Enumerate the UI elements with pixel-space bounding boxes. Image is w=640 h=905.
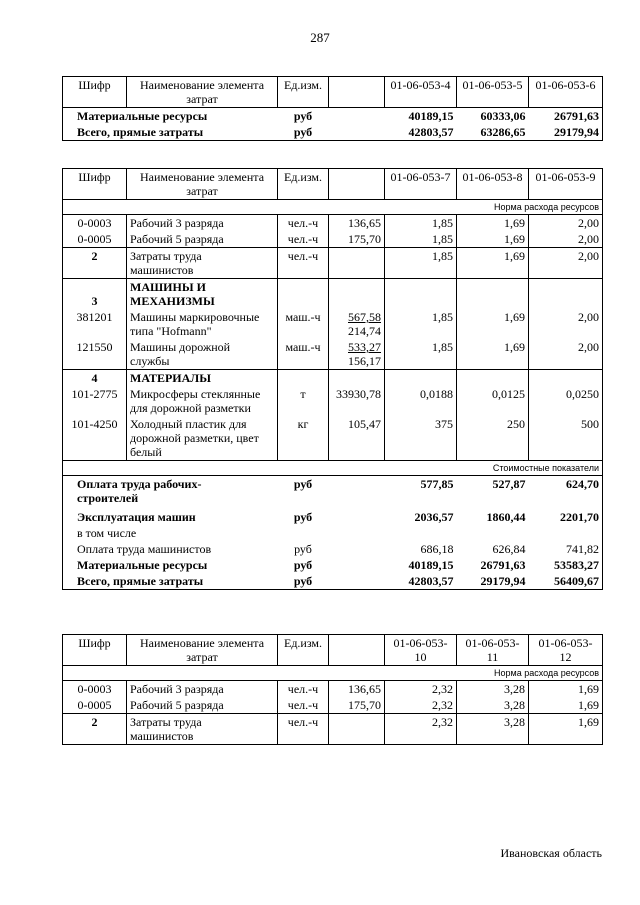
cost-label-row bbox=[63, 461, 603, 476]
row-code: 0-0005 bbox=[63, 697, 127, 714]
header-col-2: 01-06-053-5 bbox=[457, 77, 529, 108]
row-value: 375 bbox=[385, 416, 457, 461]
row-value: 29179,94 bbox=[529, 124, 603, 141]
row-value: 1,85 bbox=[385, 215, 457, 232]
summary-value: 2201,70 bbox=[529, 506, 603, 525]
row-value: 3,28 bbox=[457, 714, 529, 745]
summary-value: 42803,57 bbox=[385, 573, 457, 590]
summary-row bbox=[63, 573, 603, 590]
row-unit: маш.-ч bbox=[278, 339, 329, 370]
row-value: 2,00 bbox=[529, 309, 603, 339]
row-value: 1,69 bbox=[457, 309, 529, 339]
header-col-1: 01-06-053-4 bbox=[385, 77, 457, 108]
row-code: 121550 bbox=[63, 339, 127, 370]
row-value: 0,0188 bbox=[385, 386, 457, 416]
row-price: 175,70 bbox=[329, 231, 385, 248]
row-code: 101-2775 bbox=[63, 386, 127, 416]
header-col-1: 01-06-053- 10 bbox=[385, 635, 457, 666]
row-value: 0,0125 bbox=[457, 386, 529, 416]
footer-region: Ивановская область bbox=[500, 846, 602, 860]
row-value: 1,69 bbox=[529, 681, 603, 698]
row-value: 2,00 bbox=[529, 339, 603, 370]
summary-name: Всего, прямые затраты bbox=[63, 573, 278, 590]
header-price bbox=[329, 635, 385, 666]
row-value: 26791,63 bbox=[529, 108, 603, 125]
row-code: 381201 bbox=[63, 309, 127, 339]
row-code: 0-0005 bbox=[63, 231, 127, 248]
row-unit: чел.-ч bbox=[278, 231, 329, 248]
table-row bbox=[63, 416, 603, 461]
row-name: Холодный пластик для дорожной разметки, цвет белый bbox=[127, 416, 278, 461]
row-unit: т bbox=[278, 386, 329, 416]
summary-value: 686,18 bbox=[420, 542, 454, 556]
row-name: Рабочий 5 разряда bbox=[127, 231, 278, 248]
summary-value: 40189,15 bbox=[408, 558, 454, 572]
summary-name: Материальные ресурсы bbox=[63, 557, 278, 573]
row-unit: чел.-ч bbox=[278, 681, 329, 698]
row-name: Затраты труда машинистов bbox=[127, 714, 278, 745]
header-col-3: 01-06-053- 12 bbox=[529, 635, 603, 666]
header-col-2: 01-06-053-8 bbox=[457, 169, 529, 200]
table-row bbox=[63, 108, 603, 125]
summary-value: 527,87 bbox=[492, 477, 526, 491]
norm-label-row bbox=[63, 666, 603, 681]
table-row bbox=[63, 714, 603, 745]
norm-label: Норма расхода ресурсов bbox=[63, 666, 603, 681]
header-name: Наименование элемента затрат bbox=[127, 169, 278, 200]
summary-unit: руб bbox=[278, 573, 329, 590]
row-price: 175,70 bbox=[329, 697, 385, 714]
row-value: 2,32 bbox=[385, 681, 457, 698]
section-code: 4 bbox=[63, 370, 127, 387]
summary-value: 741,82 bbox=[529, 541, 603, 557]
row-code: 2 bbox=[63, 248, 127, 279]
row-name: Рабочий 3 разряда bbox=[127, 681, 278, 698]
summary-row bbox=[63, 557, 603, 573]
row-value: 500 bbox=[529, 416, 603, 461]
summary-value: 626,84 bbox=[492, 542, 526, 556]
summary-row bbox=[63, 525, 603, 541]
row-price: 533,27 156,17 bbox=[329, 339, 385, 370]
row-value: 1,69 bbox=[457, 339, 529, 370]
table-row bbox=[63, 697, 603, 714]
header-col-1: 01-06-053-7 bbox=[385, 169, 457, 200]
header-col-3: 01-06-053-9 bbox=[529, 169, 603, 200]
row-value: 1,69 bbox=[457, 248, 529, 279]
row-name: Машины маркировочные типа "Hofmann" bbox=[127, 309, 278, 339]
table-row bbox=[63, 386, 603, 416]
resource-table-3 bbox=[62, 634, 603, 745]
summary-value: 26791,63 bbox=[480, 558, 526, 572]
row-value: 1,85 bbox=[385, 309, 457, 339]
summary-name: Оплата труда машинистов bbox=[63, 541, 278, 557]
summary-unit: руб bbox=[293, 558, 313, 572]
page-number: 287 bbox=[310, 30, 330, 45]
row-value: 3,28 bbox=[457, 681, 529, 698]
row-name: Рабочий 3 разряда bbox=[127, 215, 278, 232]
row-value: 1,85 bbox=[385, 248, 457, 279]
norm-label: Норма расхода ресурсов bbox=[63, 200, 603, 215]
row-value: 1,69 bbox=[457, 215, 529, 232]
section-header-row bbox=[63, 370, 603, 387]
section-title: МАТЕРИАЛЫ bbox=[127, 370, 278, 387]
row-unit: маш.-ч bbox=[278, 309, 329, 339]
row-value: 2,32 bbox=[385, 697, 457, 714]
summary-unit: руб bbox=[293, 477, 313, 491]
table-row bbox=[63, 124, 603, 141]
row-name: Микросферы стеклянные для дорожной разметки bbox=[127, 386, 278, 416]
cost-label: Стоимостные показатели bbox=[63, 461, 603, 476]
header-code: Шифр bbox=[63, 169, 127, 200]
row-value: 2,32 bbox=[385, 714, 457, 745]
row-value: 250 bbox=[457, 416, 529, 461]
summary-value: 624,70 bbox=[529, 476, 603, 507]
header-code: Шифр bbox=[63, 635, 127, 666]
table-header-row bbox=[63, 169, 603, 200]
row-price: 567,58 214,74 bbox=[329, 309, 385, 339]
row-unit: руб bbox=[278, 124, 329, 141]
section-title: МАШИНЫ И МЕХАНИЗМЫ bbox=[127, 279, 278, 310]
summary-value: 29179,94 bbox=[457, 573, 529, 590]
table-row bbox=[63, 309, 603, 339]
section-header-row bbox=[63, 279, 603, 310]
row-name: Материальные ресурсы bbox=[63, 108, 278, 125]
row-name: Рабочий 5 разряда bbox=[127, 697, 278, 714]
row-value: 0,0250 bbox=[529, 386, 603, 416]
header-price bbox=[329, 77, 385, 108]
summary-name: Эксплуатация машин bbox=[63, 506, 278, 525]
row-code: 101-4250 bbox=[63, 416, 127, 461]
summary-value: 53583,27 bbox=[529, 557, 603, 573]
row-code: 0-0003 bbox=[63, 215, 127, 232]
summary-note: в том числе bbox=[63, 525, 278, 541]
row-unit: чел.-ч bbox=[278, 697, 329, 714]
row-value: 63286,65 bbox=[457, 124, 529, 141]
row-code: 2 bbox=[63, 714, 127, 745]
summary-name: Оплата труда рабочих- строителей bbox=[63, 476, 278, 507]
row-code: 0-0003 bbox=[63, 681, 127, 698]
header-unit: Ед.изм. bbox=[278, 77, 329, 108]
row-unit: чел.-ч bbox=[278, 215, 329, 232]
row-unit: руб bbox=[293, 109, 313, 123]
table-row bbox=[63, 215, 603, 232]
norm-label-row bbox=[63, 200, 603, 215]
row-name: Машины дорожной службы bbox=[127, 339, 278, 370]
header-col-2: 01-06-053- 11 bbox=[457, 635, 529, 666]
row-value: 1,85 bbox=[385, 339, 457, 370]
row-value: 60333,06 bbox=[480, 109, 526, 123]
row-value: 2,00 bbox=[529, 231, 603, 248]
row-value: 1,69 bbox=[529, 714, 603, 745]
row-value: 40189,15 bbox=[408, 109, 454, 123]
row-price: 136,65 bbox=[329, 215, 385, 232]
row-value: 42803,57 bbox=[385, 124, 457, 141]
header-name: Наименование элемента затрат bbox=[127, 635, 278, 666]
summary-value: 1860,44 bbox=[486, 510, 526, 524]
row-unit: кг bbox=[278, 416, 329, 461]
table-row bbox=[63, 681, 603, 698]
row-price: 33930,78 bbox=[329, 386, 385, 416]
summary-value: 577,85 bbox=[420, 477, 454, 491]
row-value: 1,69 bbox=[529, 697, 603, 714]
header-unit: Ед.изм. bbox=[278, 169, 329, 200]
row-unit: чел.-ч bbox=[278, 248, 329, 279]
summary-row bbox=[63, 541, 603, 557]
summary-row bbox=[63, 476, 603, 507]
row-price: 105,47 bbox=[329, 416, 385, 461]
row-name: Затраты труда машинистов bbox=[127, 248, 278, 279]
resource-table-2 bbox=[62, 168, 603, 590]
summary-value: 56409,67 bbox=[529, 573, 603, 590]
row-unit: чел.-ч bbox=[278, 714, 329, 745]
row-name: Всего, прямые затраты bbox=[63, 124, 278, 141]
summary-row bbox=[63, 506, 603, 525]
table-header-row bbox=[63, 77, 603, 108]
row-value: 2,00 bbox=[529, 248, 603, 279]
row-price: 136,65 bbox=[329, 681, 385, 698]
section-code: 3 bbox=[63, 279, 127, 310]
summary-unit: руб bbox=[293, 510, 313, 524]
row-value: 2,00 bbox=[529, 215, 603, 232]
header-unit: Ед.изм. bbox=[278, 635, 329, 666]
summary-unit: руб bbox=[294, 542, 312, 556]
table-row bbox=[63, 248, 603, 279]
header-name: Наименование элемента затрат bbox=[127, 77, 278, 108]
resource-table-1 bbox=[62, 76, 603, 141]
table-row bbox=[63, 231, 603, 248]
summary-value: 2036,57 bbox=[414, 510, 454, 524]
row-value: 1,85 bbox=[385, 231, 457, 248]
table-row bbox=[63, 339, 603, 370]
header-col-3: 01-06-053-6 bbox=[529, 77, 603, 108]
header-code: Шифр bbox=[63, 77, 127, 108]
table-header-row bbox=[63, 635, 603, 666]
row-value: 3,28 bbox=[457, 697, 529, 714]
row-value: 1,69 bbox=[457, 231, 529, 248]
header-price bbox=[329, 169, 385, 200]
